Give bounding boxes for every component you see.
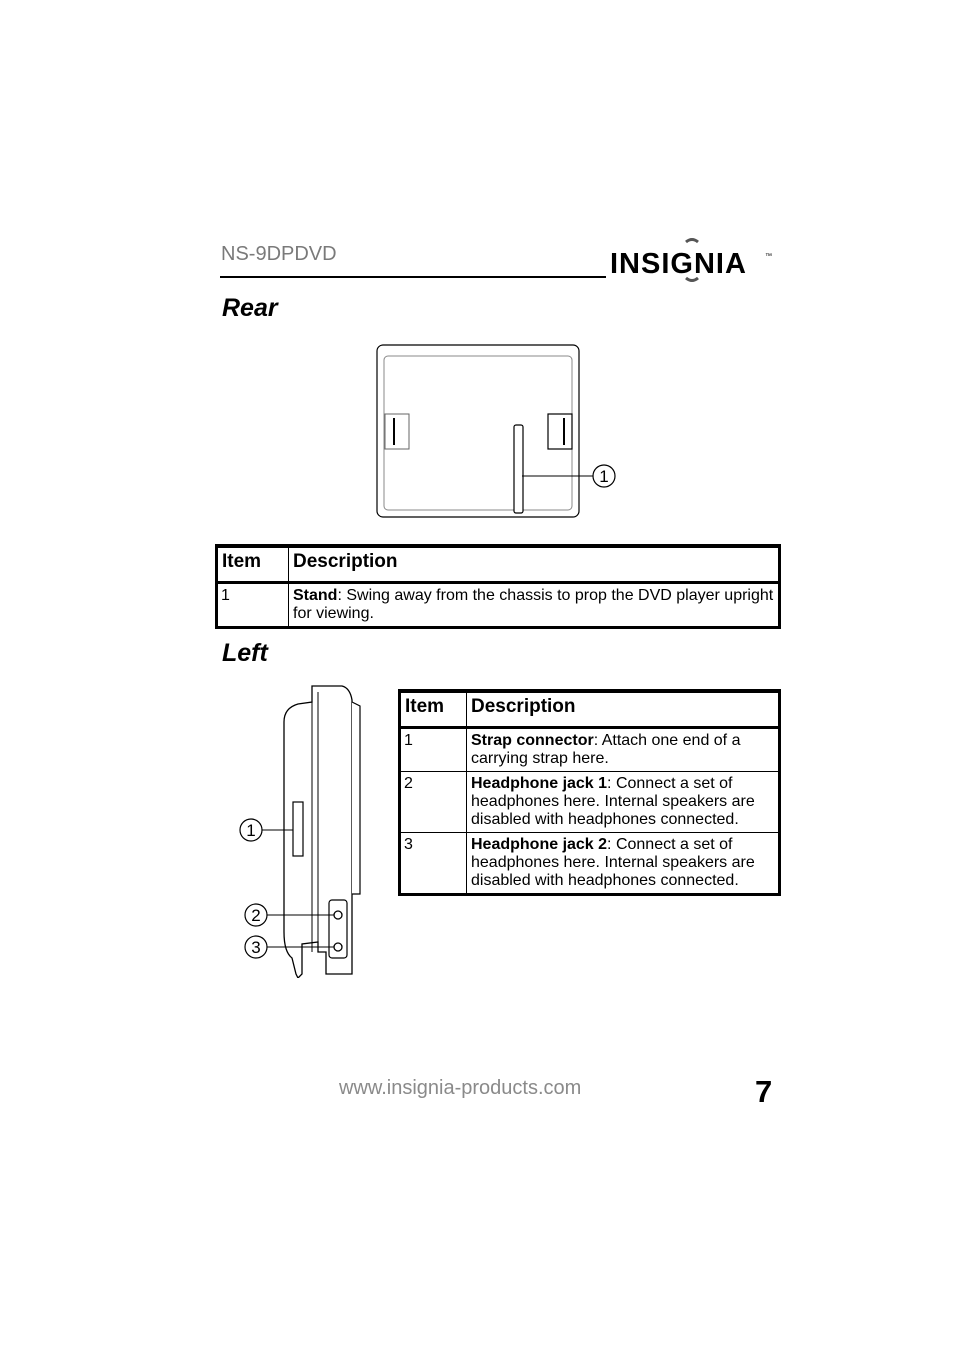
rear-heading: Rear <box>222 294 278 322</box>
column-header-item: Item <box>217 546 289 582</box>
left-heading: Left <box>222 639 268 667</box>
logo-wordmark: INSIGNIA <box>610 248 747 280</box>
item-text: : Connect a set of headphones here. Internal speakers are disabled with headphones connected. <box>471 774 755 828</box>
left-screen-edge <box>352 702 360 894</box>
model-number: NS-9DPDVD <box>221 243 337 265</box>
item-number: 2 <box>400 771 467 832</box>
headphone-jack-2 <box>334 943 342 951</box>
rear-stand <box>514 425 523 513</box>
left-item-table <box>398 689 781 896</box>
item-term: Headphone jack 2 <box>471 835 608 853</box>
table-row <box>217 582 780 627</box>
table-row <box>400 832 780 894</box>
left-side-illustration <box>232 682 368 978</box>
item-text: : Attach one end of a carrying strap here. <box>471 731 741 767</box>
left-callout-label-1: 1 <box>246 821 256 840</box>
item-text: : Swing away from the chassis to prop the DVD player upright for viewing. <box>293 586 774 622</box>
column-header-item: Item <box>400 691 467 727</box>
item-term: Stand <box>293 586 338 604</box>
column-header-description: Description <box>289 546 780 582</box>
table-header-row <box>217 546 780 582</box>
item-description <box>467 771 780 832</box>
headphone-jack-1 <box>334 911 342 919</box>
rear-item-table <box>215 544 781 629</box>
item-number: 1 <box>400 727 467 771</box>
item-term: Headphone jack 1 <box>471 774 608 792</box>
item-description <box>289 582 780 627</box>
rear-view-illustration <box>372 340 622 522</box>
rear-callout-label-1: 1 <box>599 467 609 486</box>
item-description <box>467 832 780 894</box>
item-number: 1 <box>217 582 289 627</box>
item-description <box>467 727 780 771</box>
item-number: 3 <box>400 832 467 894</box>
left-callout-label-3: 3 <box>251 938 261 957</box>
item-text: : Connect a set of headphones here. Internal speakers are disabled with headphones connected. <box>471 835 755 889</box>
logo-trademark: ™ <box>765 253 772 260</box>
insignia-logo <box>608 236 776 284</box>
logo-arc-top <box>686 240 698 243</box>
table-header-row <box>400 691 780 727</box>
table-row <box>400 771 780 832</box>
strap-connector-slot <box>293 802 303 856</box>
header-rule <box>220 276 606 278</box>
table-row <box>400 727 780 771</box>
page-number: 7 <box>755 1074 773 1109</box>
column-header-description: Description <box>467 691 780 727</box>
rear-left-latch <box>385 414 409 449</box>
left-callout-label-2: 2 <box>251 906 261 925</box>
rear-right-latch <box>548 414 572 449</box>
item-term: Strap connector <box>471 731 594 749</box>
footer-url: www.insignia-products.com <box>339 1077 582 1099</box>
